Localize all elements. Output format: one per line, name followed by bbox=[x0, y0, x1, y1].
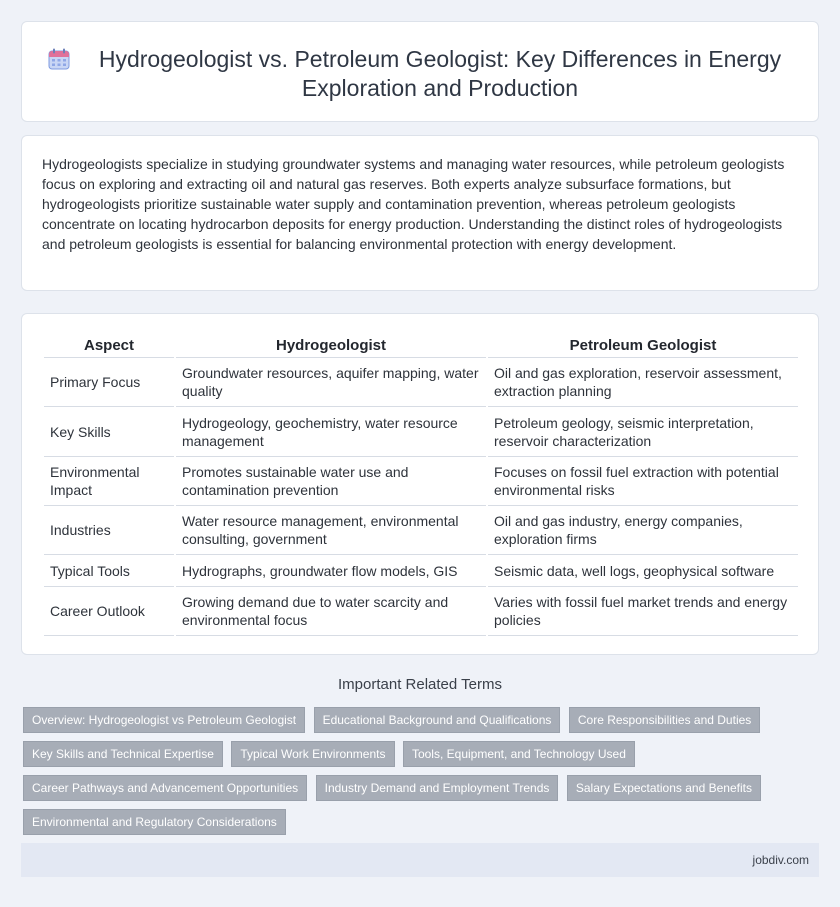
intro-card bbox=[21, 135, 819, 291]
row-aspect: Career Outlook bbox=[44, 587, 174, 636]
row-petroleum-geologist: Focuses on fossil fuel extraction with potential environmental risks bbox=[488, 457, 798, 506]
table-row bbox=[44, 358, 798, 407]
related-term-tag[interactable]: Tools, Equipment, and Technology Used bbox=[403, 741, 635, 767]
row-hydrogeologist: Water resource management, environmental consulting, government bbox=[176, 506, 486, 555]
table-row bbox=[44, 587, 798, 636]
intro-paragraph: Hydrogeologists specialize in studying groundwater systems and managing water resources, while petroleum geologists focus on exploring and extracting oil and natural gas reserves. Both experts analyze subsurface formations, but hydrogeologists prioritize sustainable water supply and contamination prevention, whereas petroleum geologists concentrate on locating hydrocarbon deposits for energy production. Understanding the distinct roles of hydrogeologists and petroleum geologists is essential for balancing environmental protection with energy development. bbox=[42, 156, 785, 252]
footer bbox=[21, 843, 819, 877]
row-aspect: Key Skills bbox=[44, 407, 174, 457]
row-hydrogeologist: Groundwater resources, aquifer mapping, water quality bbox=[176, 358, 486, 407]
related-term-tag[interactable]: Salary Expectations and Benefits bbox=[567, 775, 761, 801]
header-petroleum-geologist: Petroleum Geologist bbox=[488, 334, 798, 358]
table-row bbox=[44, 555, 798, 587]
row-aspect: Environmental Impact bbox=[44, 457, 174, 506]
header-aspect: Aspect bbox=[44, 334, 174, 358]
related-term-tag[interactable]: Career Pathways and Advancement Opportunities bbox=[23, 775, 307, 801]
related-term-tag[interactable]: Typical Work Environments bbox=[231, 741, 394, 767]
related-terms-title: Important Related Terms bbox=[338, 676, 502, 693]
row-hydrogeologist: Growing demand due to water scarcity and environmental focus bbox=[176, 587, 486, 636]
row-petroleum-geologist: Seismic data, well logs, geophysical software bbox=[488, 555, 798, 587]
comparison-table bbox=[42, 334, 800, 636]
related-term-tag[interactable]: Core Responsibilities and Duties bbox=[569, 707, 760, 733]
table-row bbox=[44, 407, 798, 457]
related-term-tag[interactable]: Overview: Hydrogeologist vs Petroleum Geologist bbox=[23, 707, 305, 733]
related-term-tag[interactable]: Environmental and Regulatory Considerations bbox=[23, 809, 286, 835]
row-petroleum-geologist: Oil and gas exploration, reservoir assessment, extraction planning bbox=[488, 358, 798, 407]
row-hydrogeologist: Hydrographs, groundwater flow models, GIS bbox=[176, 555, 486, 587]
page-title: Hydrogeologist vs. Petroleum Geologist: Key Differences in Energy Exploration and Production bbox=[98, 46, 782, 101]
table-row bbox=[44, 457, 798, 506]
row-hydrogeologist: Hydrogeology, geochemistry, water resource management bbox=[176, 407, 486, 457]
row-petroleum-geologist: Petroleum geology, seismic interpretation, reservoir characterization bbox=[488, 407, 798, 457]
table-row bbox=[44, 506, 798, 555]
related-term-tag[interactable]: Educational Background and Qualifications bbox=[314, 707, 561, 733]
related-term-tag[interactable]: Key Skills and Technical Expertise bbox=[23, 741, 223, 767]
row-hydrogeologist: Promotes sustainable water use and contamination prevention bbox=[176, 457, 486, 506]
table-header-row bbox=[44, 334, 798, 358]
row-aspect: Typical Tools bbox=[44, 555, 174, 587]
related-terms-tags bbox=[23, 707, 803, 843]
header-card bbox=[21, 21, 819, 122]
row-aspect: Primary Focus bbox=[44, 358, 174, 407]
comparison-table-card bbox=[21, 313, 819, 655]
related-term-tag[interactable]: Industry Demand and Employment Trends bbox=[316, 775, 559, 801]
site-link[interactable]: jobdiv.com bbox=[752, 853, 809, 867]
row-petroleum-geologist: Varies with fossil fuel market trends and energy policies bbox=[488, 587, 798, 636]
header-hydrogeologist: Hydrogeologist bbox=[176, 334, 486, 358]
row-petroleum-geologist: Oil and gas industry, energy companies, exploration firms bbox=[488, 506, 798, 555]
row-aspect: Industries bbox=[44, 506, 174, 555]
